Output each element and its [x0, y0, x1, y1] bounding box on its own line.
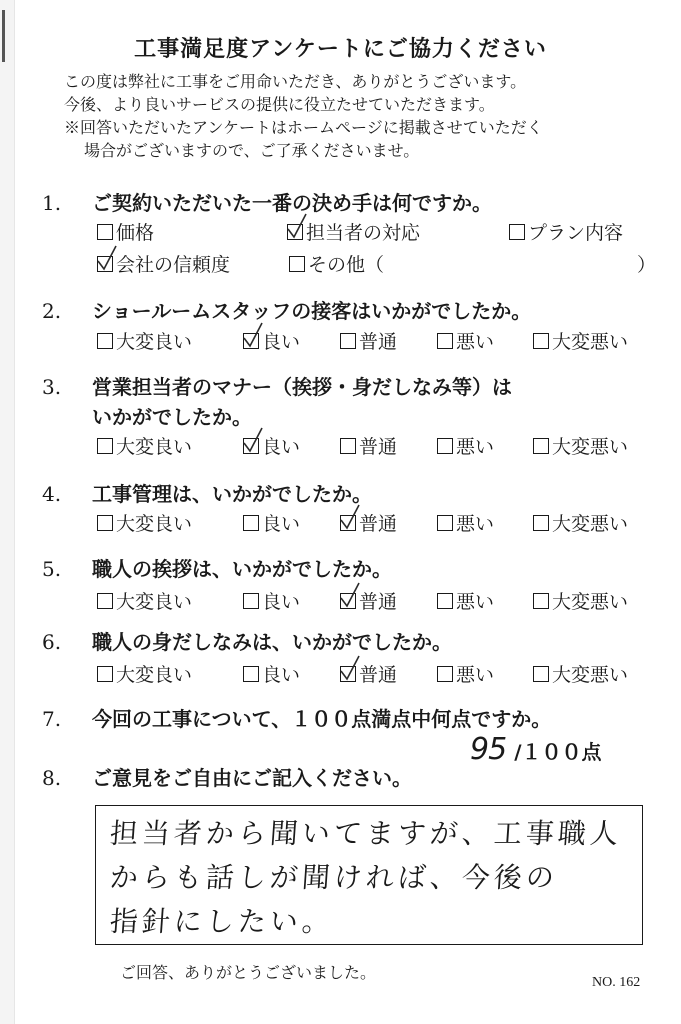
question-6: [42, 626, 452, 655]
option-staff-response[interactable]: [287, 218, 420, 245]
option-good[interactable]: [243, 327, 300, 354]
checkbox[interactable]: [437, 333, 453, 349]
option-price[interactable]: [97, 218, 154, 245]
option-bad[interactable]: [437, 509, 494, 536]
option-label: 大変良い: [116, 664, 193, 686]
check-mark-icon: [286, 213, 308, 239]
question-text: 工事管理は、いかがでしたか。: [92, 482, 372, 506]
question-text: 職人の身だしなみは、いかがでしたか。: [92, 630, 452, 654]
checkbox[interactable]: [340, 438, 356, 454]
checkbox[interactable]: [243, 593, 259, 609]
check-mark-icon: [339, 582, 361, 608]
survey-title: 工事満足度アンケートにご協力ください: [134, 36, 547, 62]
checkbox[interactable]: [243, 515, 259, 531]
question-number: 8.: [42, 766, 62, 790]
option-bad[interactable]: [437, 660, 494, 687]
checkbox[interactable]: [97, 666, 113, 682]
checkbox[interactable]: [437, 666, 453, 682]
checkbox[interactable]: [533, 438, 549, 454]
question-text-cont: いかがでしたか。: [92, 405, 252, 429]
checkbox[interactable]: [243, 666, 259, 682]
checkbox[interactable]: [97, 515, 113, 531]
option-very-bad[interactable]: [533, 432, 628, 459]
option-label: 大変悪い: [552, 664, 629, 686]
option-average[interactable]: [340, 660, 397, 687]
question-1: [42, 187, 492, 216]
option-very-good[interactable]: [97, 509, 192, 536]
option-label: 大変悪い: [552, 331, 629, 353]
option-label: その他（: [308, 254, 385, 276]
option-very-bad[interactable]: [533, 509, 628, 536]
question-text: 職人の挨拶は、いかがでしたか。: [92, 557, 392, 581]
checkbox[interactable]: [437, 593, 453, 609]
score-value: 95: [470, 732, 507, 767]
option-label: 大変良い: [116, 591, 193, 613]
checkbox-checked[interactable]: [97, 256, 113, 272]
option-good[interactable]: [243, 587, 300, 614]
option-label: 良い: [262, 436, 301, 458]
check-mark-icon: [242, 427, 264, 453]
option-very-good[interactable]: [97, 327, 192, 354]
option-label: 普通: [359, 331, 398, 353]
intro-line: 場合がございますので、ご了承くださいませ。: [84, 141, 420, 160]
option-label: 担当者の対応: [306, 222, 421, 244]
option-very-bad[interactable]: [533, 327, 628, 354]
score-field[interactable]: [470, 732, 602, 767]
question-5: [42, 553, 392, 582]
option-good[interactable]: [243, 509, 300, 536]
option-label: 大変良い: [116, 513, 193, 535]
option-label: 大変良い: [116, 331, 193, 353]
option-label: 大変悪い: [552, 436, 629, 458]
checkbox-checked[interactable]: [243, 438, 259, 454]
question-number: 5.: [42, 557, 62, 581]
intro-line: この度は弊社に工事をご用命いただき、ありがとうございます。: [64, 72, 527, 91]
score-suffix: /１００点: [514, 740, 602, 764]
question-text: ショールームスタッフの接客はいかがでしたか。: [92, 299, 532, 323]
checkbox[interactable]: [97, 224, 113, 240]
option-average[interactable]: [340, 509, 397, 536]
option-very-good[interactable]: [97, 587, 192, 614]
check-mark-icon: [339, 504, 361, 530]
option-bad[interactable]: [437, 327, 494, 354]
option-label: 悪い: [456, 591, 495, 613]
checkbox[interactable]: [533, 666, 549, 682]
option-company-trust[interactable]: [97, 250, 230, 277]
option-other[interactable]: [289, 250, 384, 277]
checkbox[interactable]: [509, 224, 525, 240]
option-label: 良い: [262, 664, 301, 686]
intro-line: 今後、より良いサービスの提供に役立たせていただきます。: [64, 95, 495, 114]
option-label: 普通: [359, 664, 398, 686]
question-7: [42, 703, 551, 732]
option-very-good[interactable]: [97, 432, 192, 459]
option-label: 普通: [359, 513, 398, 535]
option-very-good[interactable]: [97, 660, 192, 687]
checkbox[interactable]: [533, 333, 549, 349]
checkbox-checked[interactable]: [340, 515, 356, 531]
checkbox[interactable]: [533, 515, 549, 531]
option-label: 大変悪い: [552, 513, 629, 535]
option-average[interactable]: [340, 327, 397, 354]
comment-box[interactable]: [95, 805, 643, 945]
checkbox[interactable]: [533, 593, 549, 609]
question-number: 2.: [42, 299, 62, 323]
question-8: [42, 762, 412, 791]
option-label: 良い: [262, 331, 301, 353]
page-edge: [0, 0, 15, 1024]
option-good[interactable]: [243, 432, 300, 459]
checkbox-checked[interactable]: [340, 593, 356, 609]
checkbox[interactable]: [437, 438, 453, 454]
question-text: 今回の工事について、１００点満点中何点ですか。: [92, 707, 552, 731]
option-label: プラン内容: [528, 222, 624, 244]
document-number: NO. 162: [592, 975, 641, 990]
check-mark-icon: [242, 322, 264, 348]
option-very-bad[interactable]: [533, 587, 628, 614]
option-average[interactable]: [340, 432, 397, 459]
option-label: 悪い: [456, 331, 495, 353]
question-4: [42, 478, 372, 507]
option-label: 悪い: [456, 664, 495, 686]
checkbox[interactable]: [289, 256, 305, 272]
option-good[interactable]: [243, 660, 300, 687]
question-number: 6.: [42, 630, 62, 654]
checkbox[interactable]: [340, 333, 356, 349]
checkbox[interactable]: [437, 515, 453, 531]
intro-line: ※回答いただいたアンケートはホームページに掲載させていただく: [64, 118, 543, 137]
option-plan[interactable]: [509, 218, 623, 245]
comment-line: からも話しが聞ければ、今後の: [108, 861, 560, 894]
question-text: ご契約いただいた一番の決め手は何ですか。: [92, 191, 492, 215]
option-very-bad[interactable]: [533, 660, 628, 687]
question-text: ご意見をご自由にご記入ください。: [92, 766, 412, 790]
question-number: 7.: [42, 707, 62, 731]
option-label: 普通: [359, 436, 398, 458]
option-label: 普通: [359, 591, 398, 613]
question-2: [42, 295, 531, 324]
checkbox[interactable]: [97, 438, 113, 454]
option-label: 大変良い: [116, 436, 193, 458]
option-label: 良い: [262, 591, 301, 613]
question-number: 1.: [42, 191, 62, 215]
option-bad[interactable]: [437, 587, 494, 614]
intro-text: [64, 70, 543, 162]
option-label: 価格: [116, 222, 155, 244]
check-mark-icon: [96, 245, 118, 271]
option-average[interactable]: [340, 587, 397, 614]
checkbox-checked[interactable]: [287, 224, 303, 240]
checkbox-checked[interactable]: [243, 333, 259, 349]
checkbox[interactable]: [97, 593, 113, 609]
checkbox[interactable]: [97, 333, 113, 349]
option-label: 良い: [262, 513, 301, 535]
option-label: 大変悪い: [552, 591, 629, 613]
comment-line: 指針にしたい。: [108, 905, 336, 938]
question-number: 3.: [42, 375, 62, 399]
option-label: 悪い: [456, 436, 495, 458]
checkbox-checked[interactable]: [340, 666, 356, 682]
option-other-close: ）: [637, 254, 657, 276]
comment-line: 担当者から聞いてますが、工事職人: [108, 817, 624, 850]
question-number: 4.: [42, 482, 62, 506]
option-label: 悪い: [456, 513, 495, 535]
footer-thanks: ご回答、ありがとうございました。: [120, 963, 377, 982]
option-bad[interactable]: [437, 432, 494, 459]
check-mark-icon: [339, 655, 361, 681]
question-text: 営業担当者のマナー（挨拶・身だしなみ等）は: [92, 375, 512, 399]
question-3: [42, 372, 512, 432]
option-label: 会社の信頼度: [116, 254, 231, 276]
